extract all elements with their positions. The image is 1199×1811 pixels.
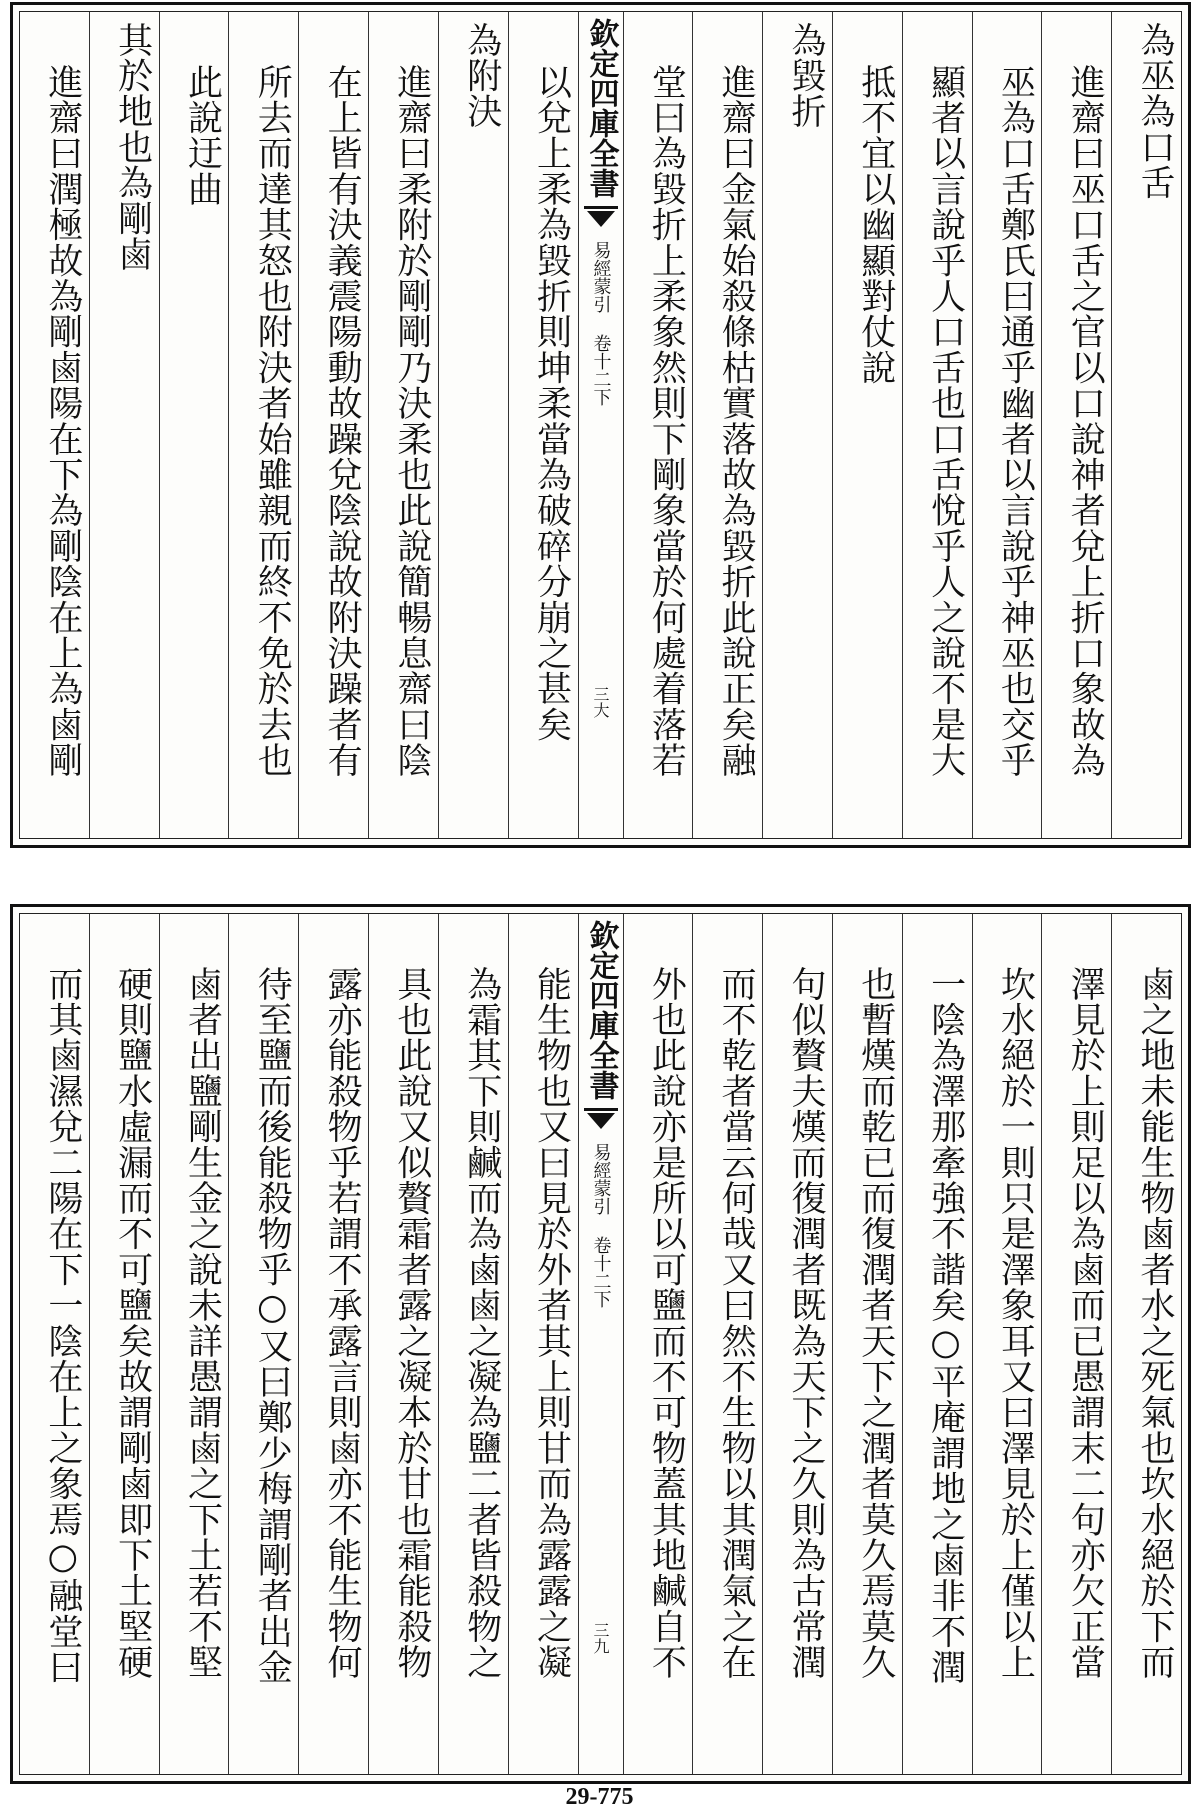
fishtail-mark-icon [584, 1108, 618, 1137]
page-number: 29-775 [565, 1784, 634, 1810]
text-column: 顯者以言說乎人口舌也口舌悅乎人之說不是大 [902, 12, 972, 838]
text-column: 句似贅夫熯而復潤者既為天下之久則為古常潤 [762, 914, 832, 1774]
text-column: 進齋曰巫口舌之官以口說神者兌上折口象故為 [1041, 12, 1111, 838]
text-column: 坎水絕於一則只是澤象耳又曰澤見於上僅以上 [972, 914, 1042, 1774]
text-column: 而其鹵濕兌二陽在下一陰在上之象焉○融堂曰 [42, 966, 83, 1685]
center-fold [578, 12, 623, 838]
top-columns [20, 12, 1181, 838]
text-column: 進齋曰柔附於剛剛乃決柔也此說簡暢息齋曰陰 [368, 12, 438, 838]
text-column: 巫為口舌鄭氏曰通乎幽者以言說乎神巫也交乎 [972, 12, 1042, 838]
text-column: 為巫為口舌 [1111, 12, 1181, 838]
text-column: 露亦能殺物乎若謂不承露言則鹵亦不能生物何 [298, 914, 368, 1774]
book-title: 欽定四庫全書 [583, 18, 619, 198]
fishtail-mark-icon [584, 206, 618, 235]
text-column: 能生物也又曰見於外者其上則甘而為露露之凝 [508, 914, 578, 1774]
volume-label: 易經蒙引 卷十二下 [590, 241, 612, 406]
text-column: 在上皆有決義震陽動故躁兌陰說故附決躁者有 [298, 12, 368, 838]
text-column: 為霜其下則鹹而為鹵鹵之凝為鹽二者皆殺物之 [438, 914, 508, 1774]
volume-label: 易經蒙引 卷十二下 [590, 1143, 612, 1308]
text-column: 也暫熯而乾已而復潤者天下之潤者莫久焉莫久 [832, 914, 902, 1774]
book-title: 欽定四庫全書 [583, 920, 619, 1100]
text-column: 抵不宜以幽顯對仗說 [832, 12, 902, 838]
text-column: 澤見於上則足以為鹵而已愚謂末二句亦欠正當 [1041, 914, 1111, 1774]
folio-number: 三九 [591, 1622, 610, 1654]
text-column: 為毀折 [762, 12, 832, 838]
text-column: 為附決 [438, 12, 508, 838]
text-column: 而不乾者當云何哉又曰然不生物以其潤氣之在 [692, 914, 762, 1774]
bottom-page [10, 904, 1191, 1784]
text-column: 進齋曰金氣始殺條枯實落故為毀折此說正矣融 [692, 12, 762, 838]
text-column: 待至鹽而後能殺物乎○又曰鄭少梅謂剛者出金 [228, 914, 298, 1774]
text-column: 以兌上柔為毀折則坤柔當為破碎分崩之甚矣 [508, 12, 578, 838]
text-column: 具也此說又似贅霜者露之凝本於甘也霜能殺物 [368, 914, 438, 1774]
text-column: 外也此說亦是所以可鹽而不可物蓋其地鹹自不 [623, 914, 693, 1774]
text-column: 此說迂曲 [159, 12, 229, 838]
folio-number: 三大 [591, 686, 610, 718]
text-column: 所去而達其怒也附決者始雖親而終不免於去也 [228, 12, 298, 838]
bottom-columns [20, 914, 1181, 1774]
text-column: 硬則鹽水虛漏而不可鹽矣故謂剛鹵即下土堅硬 [89, 914, 159, 1774]
text-column: 進齋曰潤極故為剛鹵陽在下為剛陰在上為鹵剛 [42, 64, 83, 778]
text-column: 堂曰為毀折上柔象然則下剛象當於何處着落若 [623, 12, 693, 838]
text-column: 鹵之地未能生物鹵者水之死氣也坎水絕於下而 [1111, 914, 1181, 1774]
text-column: 一陰為澤那牽強不諧矣○平庵謂地之鹵非不潤 [902, 914, 972, 1774]
center-fold [578, 914, 623, 1774]
text-column: 其於地也為剛鹵 [89, 12, 159, 838]
top-page [10, 2, 1191, 848]
text-column: 鹵者出鹽剛生金之說未詳愚謂鹵之下土若不堅 [159, 914, 229, 1774]
